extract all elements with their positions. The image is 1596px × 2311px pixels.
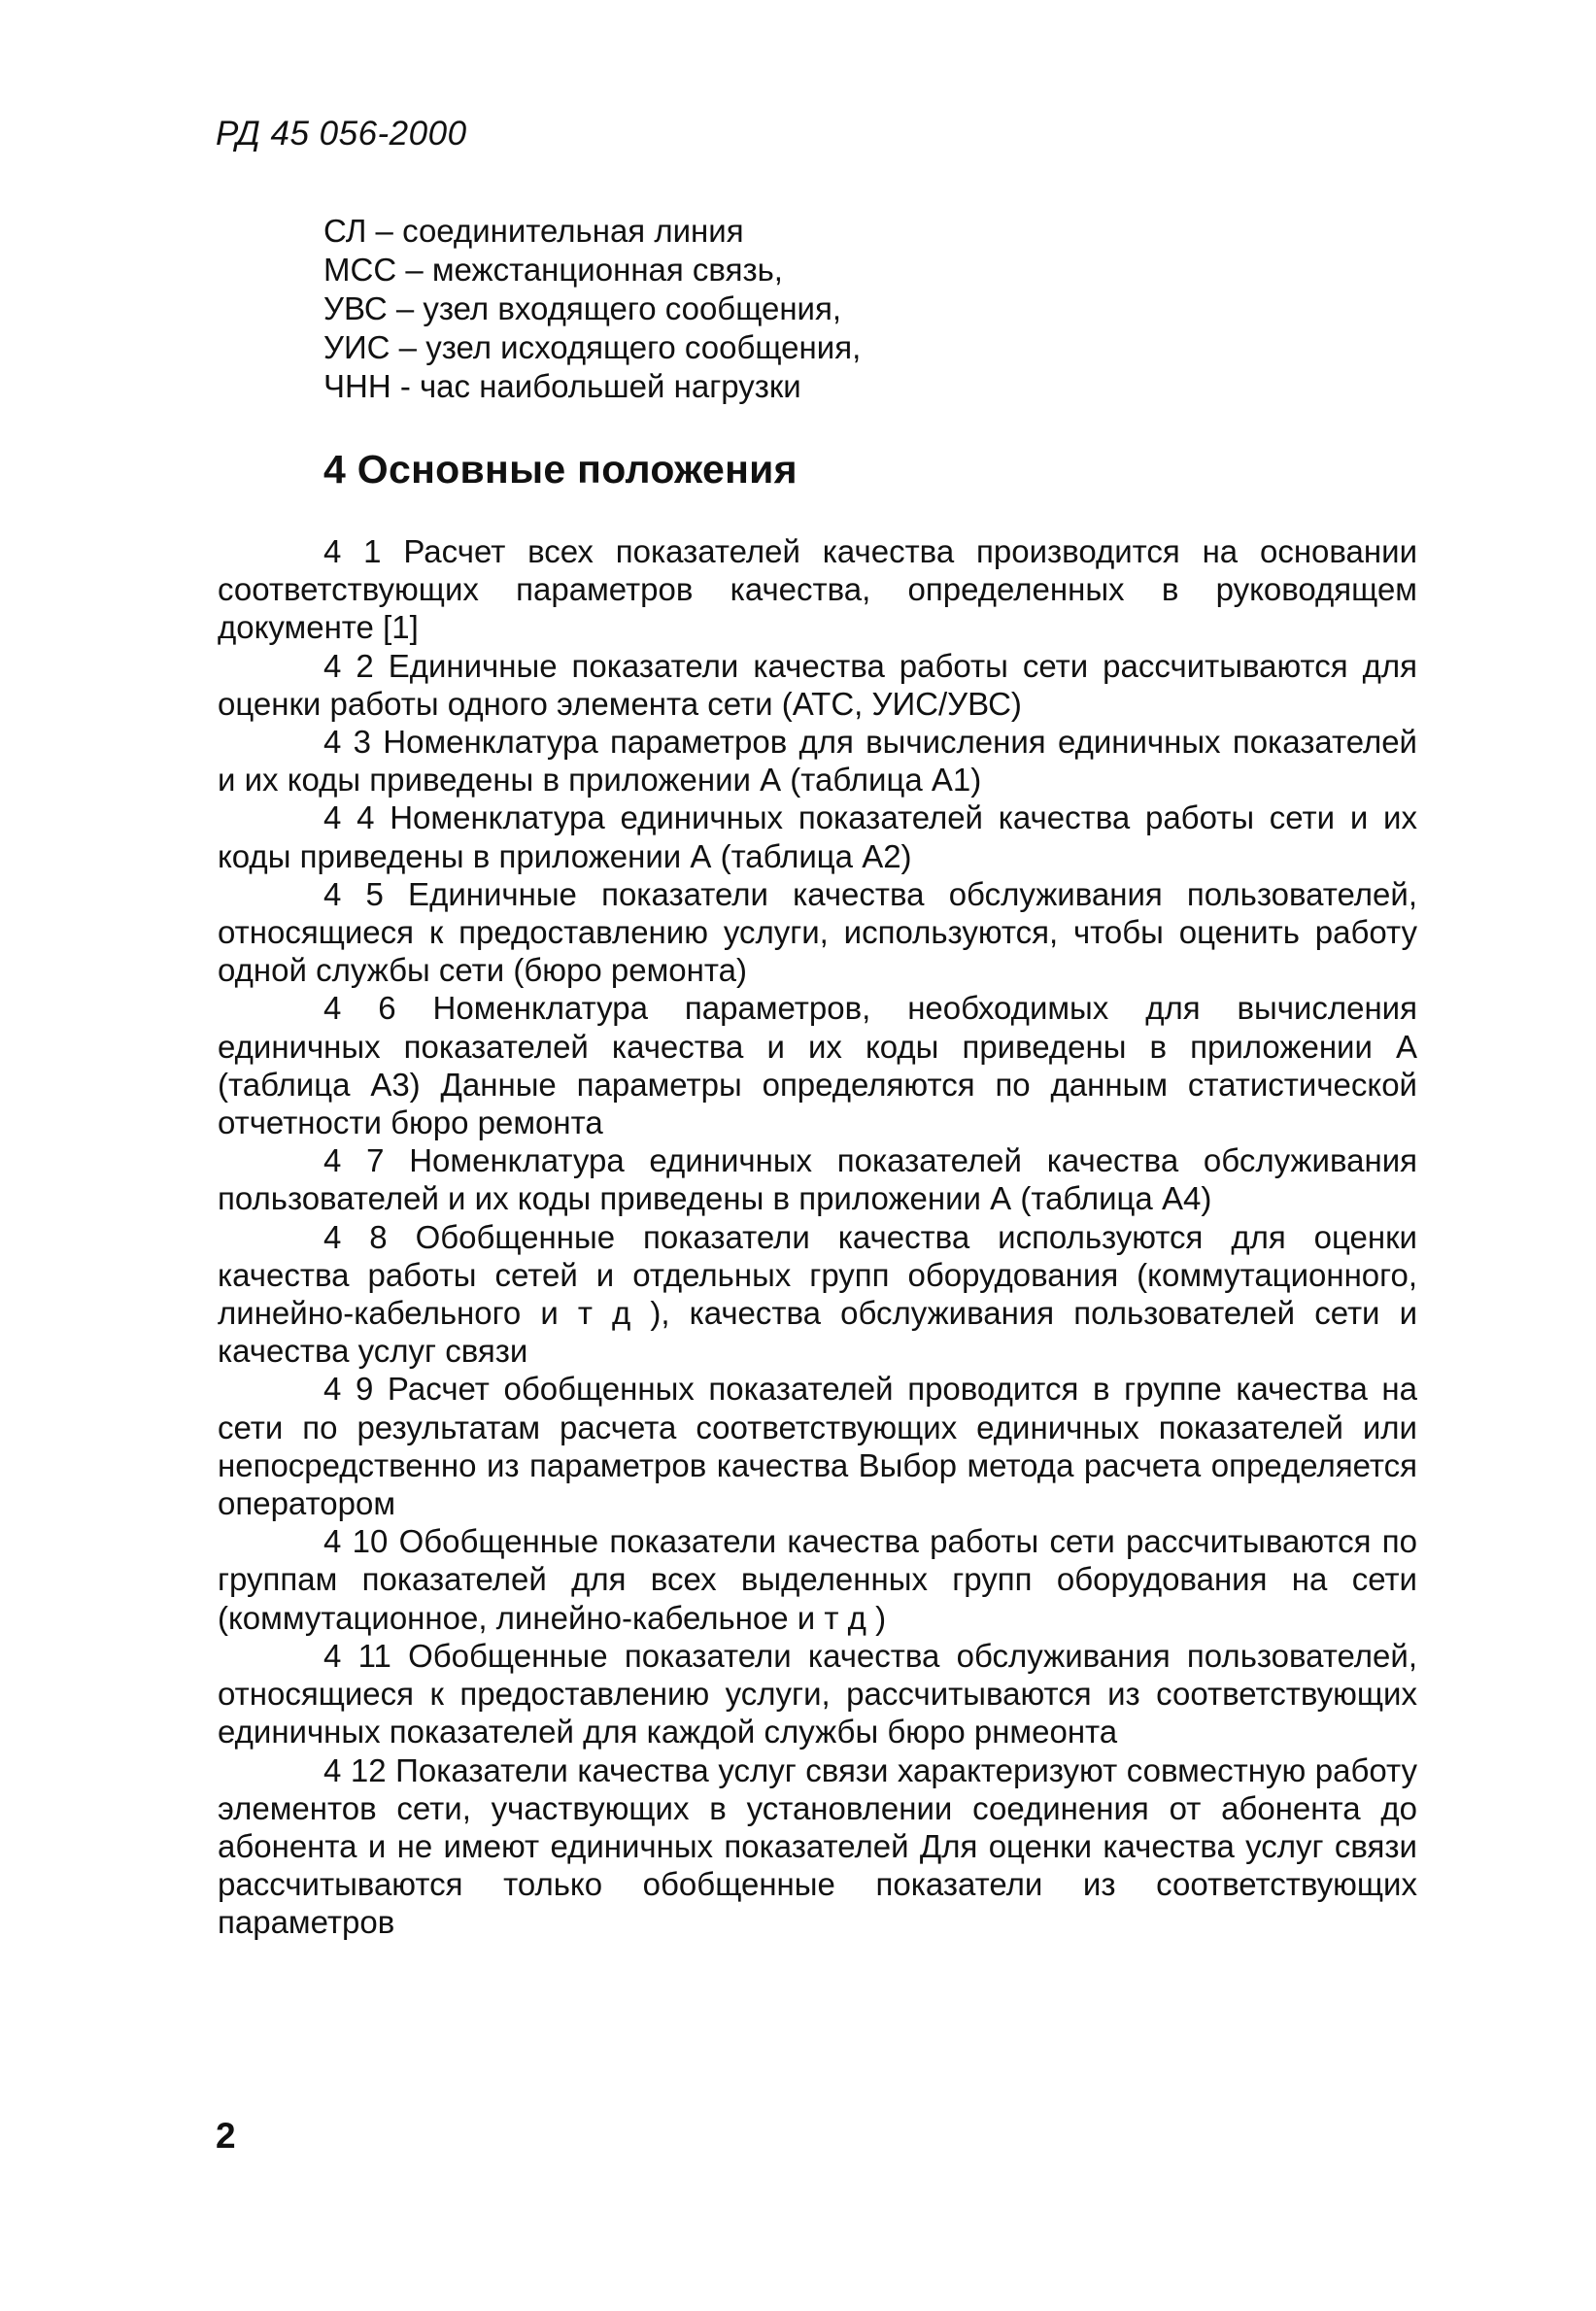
- abbreviation-item: УИС – узел исходящего сообщения,: [323, 329, 862, 365]
- paragraph-4-12: 4 12 Показатели качества услуг связи характеризуют совместную работу элементов сети, участвующих в установлении соединения от абонента до абонента и не имеют единичных показателей Для оценки качества услуг связи рассчитываются только обобщенные показатели из соответствующих параметров: [218, 1751, 1417, 1941]
- abbreviation-item: СЛ – соединительная линия: [323, 213, 744, 249]
- paragraph-4-4: 4 4 Номенклатура единичных показателей качества работы сети и их коды приведены в приложении А (таблица А2): [218, 799, 1417, 874]
- abbreviation-item: УВС – узел входящего сообщения,: [323, 290, 842, 326]
- paragraph-4-10: 4 10 Обобщенные показатели качества работы сети рассчитываются по группам показателей для всех выделенных групп оборудования на сети (коммутационное, линейно-кабельное и т д ): [218, 1523, 1417, 1636]
- paragraph-4-5: 4 5 Единичные показатели качества обслуживания пользователей, относящиеся к предоставлению услуги, используются, чтобы оценить работу одной службы сети (бюро ремонта): [218, 875, 1417, 989]
- paragraph-4-9: 4 9 Расчет обобщенных показателей проводится в группе качества на сети по результатам расчета соответствующих единичных показателей или непосредственно из параметров качества Выбор метода расчета определяется оператором: [218, 1371, 1417, 1522]
- paragraph-4-6: 4 6 Номенклатура параметров, необходимых для вычисления единичных показателей качества и их коды приведены в приложении А (таблица А3) Данные параметры определяются по данным статистической отчетности бюро ремонта: [218, 990, 1417, 1141]
- paragraph-4-3: 4 3 Номенклатура параметров для вычисления единичных показателей и их коды приведены в приложении А (таблица А1): [218, 724, 1417, 799]
- abbreviation-item: ЧНН - час наибольшей нагрузки: [323, 368, 801, 404]
- paragraph-4-11: 4 11 Обобщенные показатели качества обслуживания пользователей, относящиеся к предоставлению услуги, рассчитываются из соответствующих единичных показателей для каждой службы бюро рнмеонта: [218, 1637, 1417, 1750]
- document-header: РД 45 056-2000: [216, 115, 467, 153]
- section-body: [218, 532, 1417, 1942]
- abbreviation-list: [323, 212, 861, 406]
- abbreviation-item: МСС – межстанционная связь,: [323, 252, 783, 288]
- paragraph-4-7: 4 7 Номенклатура единичных показателей качества обслуживания пользователей и их коды приведены в приложении А (таблица А4): [218, 1142, 1417, 1217]
- paragraph-4-1: 4 1 Расчет всех показателей качества производится на основании соответствующих параметров качества, определенных в руководящем документе [1]: [218, 533, 1417, 646]
- paragraph-4-2: 4 2 Единичные показатели качества работы сети рассчитываются для оценки работы одного элемента сети (АТС, УИС/УВС): [218, 647, 1417, 722]
- section-title: 4 Основные положения: [323, 447, 798, 492]
- page-number: 2: [216, 2116, 236, 2156]
- paragraph-4-8: 4 8 Обобщенные показатели качества используются для оценки качества работы сетей и отдельных групп оборудования (коммутационного, линейно-кабельного и т д ), качества обслуживания пользователей сети и качества услуг связи: [218, 1218, 1417, 1370]
